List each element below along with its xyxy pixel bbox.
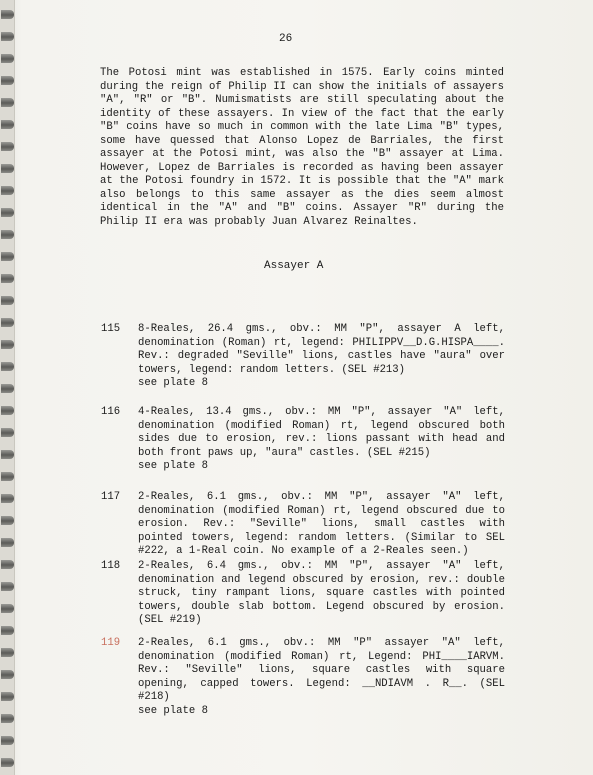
binding-ring — [1, 384, 14, 393]
plate-reference: see plate 8 — [138, 460, 208, 472]
spiral-binding — [0, 0, 15, 775]
binding-ring — [1, 98, 14, 107]
plate-reference: see plate 8 — [138, 704, 208, 717]
binding-ring — [1, 692, 14, 701]
binding-ring — [1, 648, 14, 657]
binding-ring — [1, 604, 14, 613]
binding-ring — [1, 186, 14, 195]
entry-number: 119 — [101, 637, 121, 649]
catalog-entry-117 — [101, 491, 505, 559]
binding-ring — [1, 208, 14, 217]
section-heading: Assayer A — [264, 260, 324, 272]
binding-ring — [1, 670, 14, 679]
entry-description: 2-Reales, 6.1 gms., obv.: MM "P" assayer "A" left, denomination (modified Roman) rt, Legend: PHI____IARVM. Rev.: "Seville" lions, square castles with square opening, capped towers. Legend: __NDIAVM . R__. (SEL #218) — [138, 637, 505, 703]
binding-ring — [1, 362, 14, 371]
binding-ring — [1, 32, 14, 41]
catalog-entry-119 — [101, 637, 505, 718]
binding-ring — [1, 296, 14, 305]
entry-description: 4-Reales, 13.4 gms., obv.: MM "P", assayer "A" left, denomination (modified Roman) rt, legend obscured both sides due to erosion, rev.: lions passant with head and both front paws up, "aura" castles. (SEL #215) — [138, 406, 505, 459]
binding-ring — [1, 472, 14, 481]
catalog-entry-115 — [101, 323, 505, 391]
binding-ring — [1, 736, 14, 745]
binding-ring — [1, 142, 14, 151]
binding-ring — [1, 560, 14, 569]
binding-ring — [1, 120, 14, 129]
entry-number: 118 — [101, 560, 121, 572]
entry-number: 115 — [101, 323, 121, 335]
entry-description: 2-Reales, 6.1 gms., obv.: MM "P", assayer "A" left, denomination (modified Roman) rt, legend obscured due to erosion. Rev.: "Seville" lions, small castles with pointed towers, legend: random letters. (Similar to SEL #222, a 1-Real coin. No example of a 2-Reales seen.) — [138, 491, 505, 557]
binding-ring — [1, 758, 14, 767]
binding-ring — [1, 164, 14, 173]
binding-ring — [1, 230, 14, 239]
binding-ring — [1, 516, 14, 525]
binding-ring — [1, 582, 14, 591]
page-number: 26 — [279, 33, 293, 45]
binding-ring — [1, 318, 14, 327]
binding-ring — [1, 626, 14, 635]
binding-ring — [1, 538, 14, 547]
binding-ring — [1, 274, 14, 283]
entry-number: 117 — [101, 491, 121, 503]
catalog-entry-116 — [101, 406, 505, 474]
binding-ring — [1, 494, 14, 503]
catalog-entry-118 — [101, 560, 505, 628]
entry-description: 8-Reales, 26.4 gms., obv.: MM "P", assayer A left, denomination (Roman) rt, legend: PHILIPPV__D.G.HISPA____. Rev.: degraded "Seville" lions, castles have "aura" over towers, legend: random letters. (SEL #213) — [138, 323, 505, 376]
entry-number: 116 — [101, 406, 121, 418]
binding-ring — [1, 340, 14, 349]
binding-ring — [1, 428, 14, 437]
binding-ring — [1, 450, 14, 459]
binding-ring — [1, 54, 14, 63]
plate-reference: see plate 8 — [138, 377, 208, 389]
binding-ring — [1, 714, 14, 723]
binding-ring — [1, 252, 14, 261]
binding-ring — [1, 406, 14, 415]
entry-description: 2-Reales, 6.4 gms., obv.: MM "P", assayer "A" left, denomination and legend obscured by erosion, rev.: double struck, tiny rampant lions, square castles with pointed towers, double slab bottom. Legend obscured by erosion. (SEL #219) — [138, 560, 505, 626]
intro-paragraph: The Potosi mint was established in 1575. Early coins minted during the reign of Philip II can show the initials of assayers "A", "R" or "B". Numismatists are still speculating about the identity of these assayers. In view of the fact that the early "B" coins have so much in common with the late Lima "B" types, some have quessed that Alonso Lopez de Barriales, the first assayer at the Potosi mint, was also the "B" assayer at Lima. However, Lopez de Barriales is recorded as having been assayer at the Potosi foundry in 1572. It is possible that the "A" mark also belongs to this same assayer as the dies seem almost identical in the "A" and "B" coins. Assayer "R" during the Philip II era was probably Juan Alvarez Reinaltes. — [100, 67, 504, 228]
binding-ring — [1, 10, 14, 19]
binding-ring — [1, 76, 14, 85]
